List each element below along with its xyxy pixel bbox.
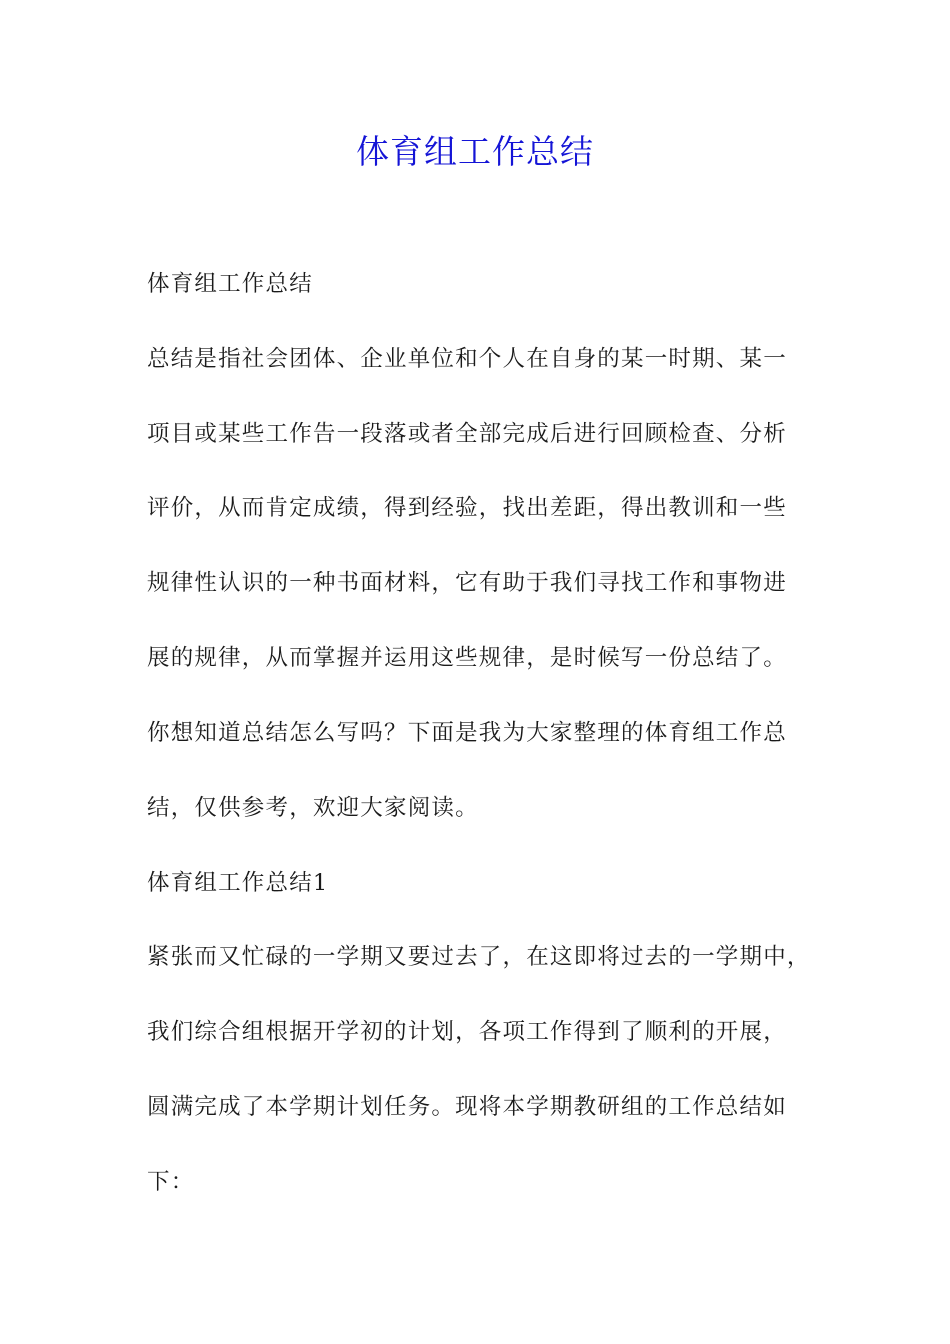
document-title: 体育组工作总结	[356, 132, 594, 171]
section-heading: 体育组工作总结1	[147, 870, 329, 896]
body-line: 你想知道总结怎么写吗？下面是我为大家整理的体育组工作总	[147, 720, 787, 746]
section-heading: 体育组工作总结	[147, 271, 313, 297]
body-line: 评价，从而肯定成绩，得到经验，找出差距，得出教训和一些	[147, 495, 787, 521]
body-line: 展的规律，从而掌握并运用这些规律，是时候写一份总结了。	[147, 645, 787, 671]
body-line: 规律性认识的一种书面材料，它有助于我们寻找工作和事物进	[147, 570, 787, 596]
body-line: 项目或某些工作告一段落或者全部完成后进行回顾检查、分析	[147, 421, 787, 447]
body-line: 结，仅供参考，欢迎大家阅读。	[147, 795, 479, 821]
body-line: 我们综合组根据开学初的计划，各项工作得到了顺利的开展，	[147, 1019, 787, 1045]
body-line: 下：	[147, 1169, 195, 1195]
body-line: 总结是指社会团体、企业单位和个人在自身的某一时期、某一	[147, 346, 787, 372]
body-line: 圆满完成了本学期计划任务。现将本学期教研组的工作总结如	[147, 1094, 787, 1120]
body-line: 紧张而又忙碌的一学期又要过去了，在这即将过去的一学期中，	[147, 944, 811, 970]
